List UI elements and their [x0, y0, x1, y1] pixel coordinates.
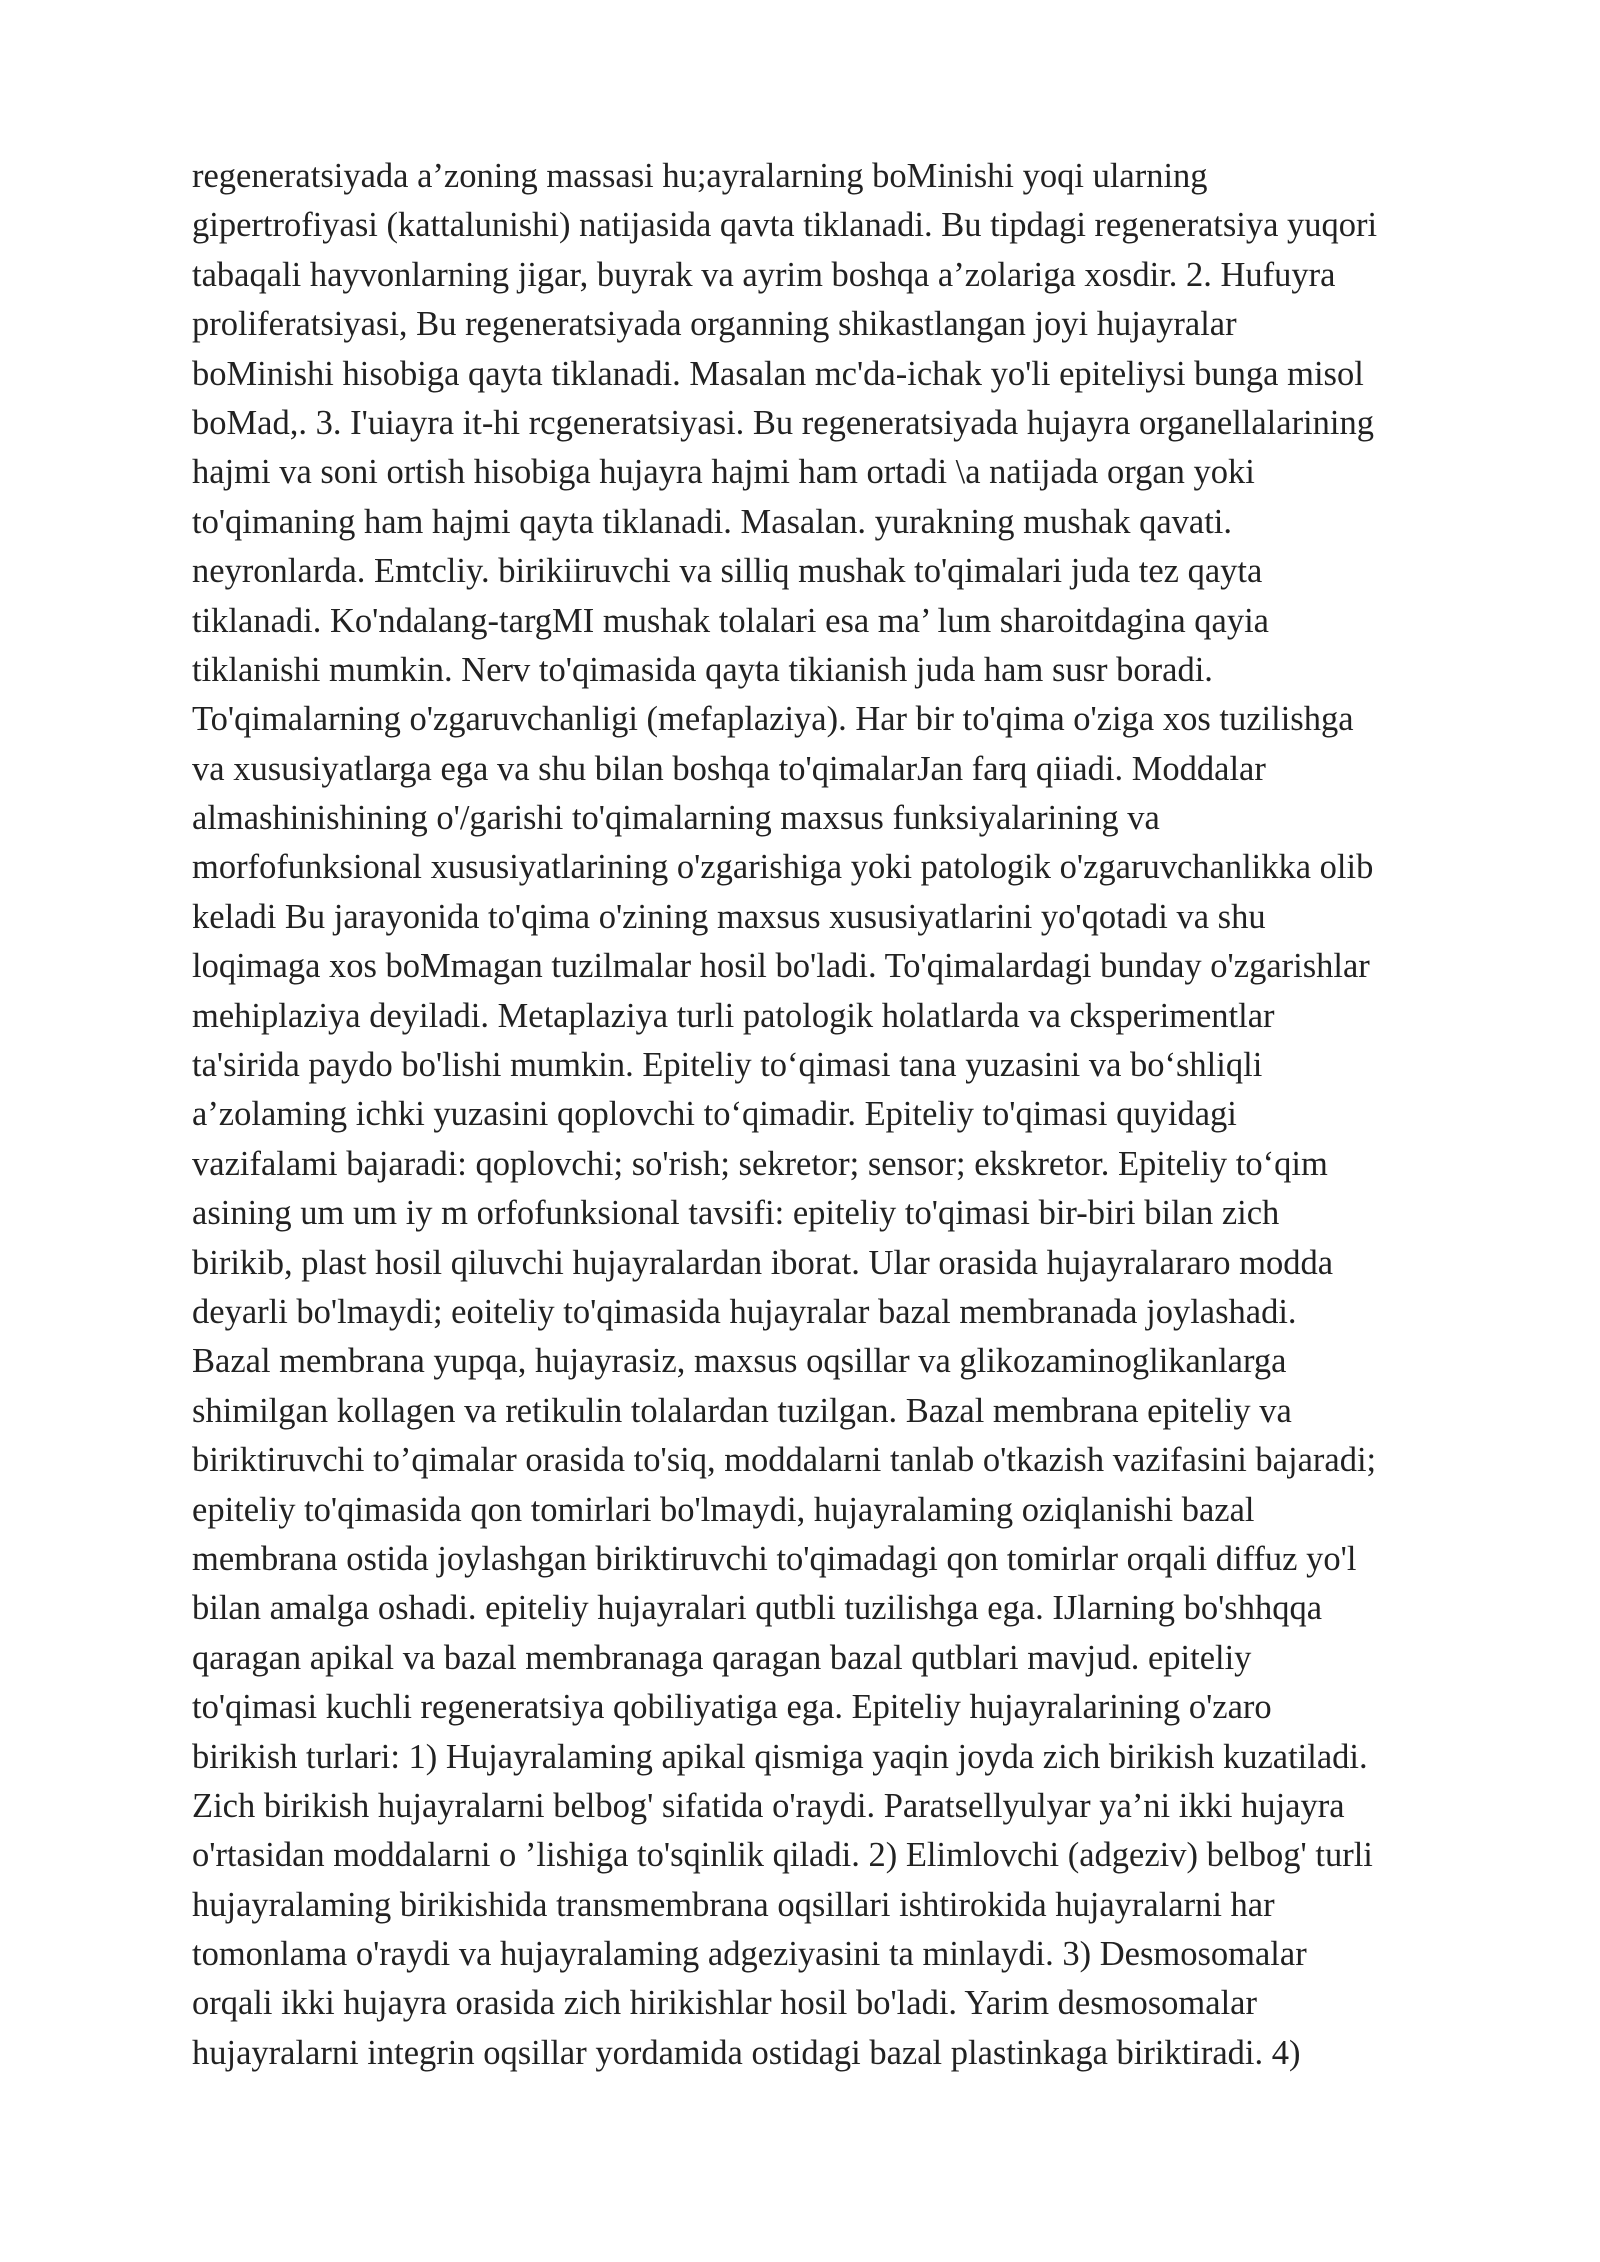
- text-line: to'qimasi kuchli regeneratsiya qobiliyatiga ega. Epiteliy hujayralarining o'zaro: [192, 1688, 1272, 1727]
- text-line: epiteliy to'qimasida qon tomirlari bo'lmaydi, hujayralaming oziqlanishi bazal: [192, 1490, 1255, 1529]
- text-line: orqali ikki hujayra orasida zich hirikishlar hosil bo'ladi. Yarim desmosomalar: [192, 1984, 1257, 2023]
- text-line: ta'sirida paydo bo'lishi mumkin. Epiteliy to‘qimasi tana yuzasini va bo‘shliqli: [192, 1046, 1263, 1085]
- text-line: boMad,. 3. I'uiayra it-hi rcgeneratsiyasi. Bu regeneratsiyada hujayra organellalarining: [192, 403, 1374, 442]
- text-line: keladi Bu jarayonida to'qima o'zining maxsus xususiyatlarini yo'qotadi va shu: [192, 897, 1266, 936]
- text-line: tiklanishi mumkin. Nerv to'qimasida qayta tikianish juda ham susr boradi.: [192, 650, 1213, 689]
- text-line: tiklanadi. Ko'ndalang-targMI mushak tolalari esa ma’ lum sharoitdagina qayia: [192, 601, 1269, 640]
- text-line: hujayralarni integrin oqsillar yordamida ostidagi bazal plastinkaga biriktiradi. 4): [192, 2033, 1301, 2072]
- text-line: biriktiruvchi to’qimalar orasida to'siq, moddalarni tanlab o'tkazish vazifasini bajaradi;: [192, 1441, 1377, 1480]
- text-line: qaragan apikal va bazal membranaga qaragan bazal qutblari mavjud. epiteliy: [192, 1638, 1252, 1677]
- text-line: gipertrofiyasi (kattalunishi) natijasida qavta tiklanadi. Bu tipdagi regeneratsiya yuqori: [192, 206, 1378, 245]
- text-line: vazifalami bajaradi: qoplovchi; so'rish; sekretor; sensor; ekskretor. Epiteliy to‘qim: [192, 1144, 1328, 1183]
- text-line: bilan amalga oshadi. epiteliy hujayralari qutbli tuzilishga ega. IJlarning bo'shhqqa: [192, 1589, 1323, 1628]
- text-line: Bazal membrana yupqa, hujayrasiz, maxsus oqsillar va glikozaminoglikanlarga: [192, 1342, 1287, 1381]
- text-line: Zich birikish hujayralarni belbog' sifatida o'raydi. Paratsellyulyar ya’ni ikki hujayra: [192, 1786, 1345, 1825]
- text-line: tabaqali hayvonlarning jigar, buyrak va ayrim boshqa a’zolariga xosdir. 2. Hufuyra: [192, 255, 1336, 294]
- text-line: a’zolaming ichki yuzasini qoplovchi to‘qimadir. Epiteliy to'qimasi quyidagi: [192, 1095, 1237, 1134]
- text-line: membrana ostida joylashgan biriktiruvchi to'qimadagi qon tomirlar orqali diffuz yo'l: [192, 1539, 1357, 1578]
- text-line: almashinishining o'/garishi to'qimalarning maxsus funksiyalarining va: [192, 799, 1160, 838]
- text-line: morfofunksional xususiyatlarining o'zgarishiga yoki patologik o'zgaruvchanlikka olib: [192, 848, 1374, 887]
- text-line: hujayralaming birikishida transmembrana oqsillari ishtirokida hujayralarni har: [192, 1885, 1275, 1924]
- text-line: regeneratsiyada a’zoning massasi hu;ayralarning boMinishi yoqi ularning: [192, 157, 1208, 195]
- text-line: tomonlama o'raydi va hujayralaming adgeziyasini ta minlaydi. 3) Desmosomalar: [192, 1935, 1307, 1974]
- text-line: va xususiyatlarga ega va shu bilan boshqa to'qimalarJan farq qiiadi. Moddalar: [192, 749, 1266, 788]
- text-line: loqimaga xos boMmagan tuzilmalar hosil bo'ladi. To'qimalardagi bunday o'zgarishlar: [192, 947, 1370, 986]
- text-line: birikish turlari: 1) Hujayralaming apikal qismiga yaqin joyda zich birikish kuzatiladi.: [192, 1737, 1368, 1776]
- text-line: asining um um iy m orfofunksional tavsifi: epiteliy to'qimasi bir-biri bilan zich: [192, 1194, 1280, 1233]
- text-line: deyarli bo'lmaydi; eoiteliy to'qimasida hujayralar bazal membranada joylashadi.: [192, 1292, 1297, 1331]
- text-line: shimilgan kollagen va retikulin tolalardan tuzilgan. Bazal membrana epiteliy va: [192, 1391, 1292, 1430]
- text-line: birikib, plast hosil qiluvchi hujayralardan iborat. Ular orasida hujayralararo modda: [192, 1243, 1334, 1282]
- text-line: o'rtasidan moddalarni o ’lishiga to'sqinlik qiladi. 2) Elimlovchi (adgeziv) belbog' turli: [192, 1836, 1373, 1875]
- text-line: hajmi va soni ortish hisobiga hujayra hajmi ham ortadi \a natijada organ yoki: [192, 453, 1255, 492]
- body-text: [192, 152, 1492, 2078]
- text-line: to'qimaning ham hajmi qayta tiklanadi. Masalan. yurakning mushak qavati.: [192, 502, 1233, 541]
- text-line: boMinishi hisobiga qayta tiklanadi. Masalan mc'da-ichak yo'li epiteliysi bunga misol: [192, 354, 1364, 393]
- text-line: proliferatsiyasi, Bu regeneratsiyada organning shikastlangan joyi hujayralar: [192, 305, 1237, 344]
- text-line: mehiplaziya deyiladi. Metaplaziya turli patologik holatlarda va cksperimentlar: [192, 996, 1275, 1035]
- text-line: To'qimalarning o'zgaruvchanligi (mefaplaziya). Har bir to'qima o'ziga xos tuzilishga: [192, 700, 1354, 739]
- text-line: neyronlarda. Emtcliy. birikiiruvchi va silliq mushak to'qimalari juda tez qayta: [192, 552, 1263, 591]
